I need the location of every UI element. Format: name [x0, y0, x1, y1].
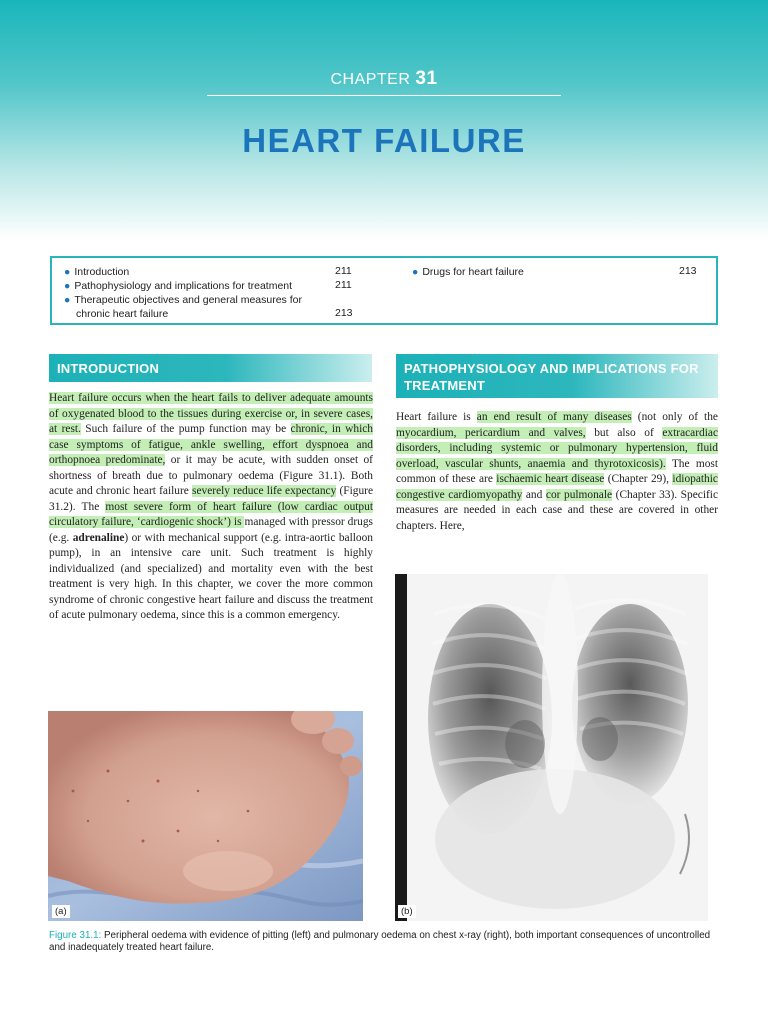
toc-page-number: 211	[335, 279, 352, 291]
figure-panel-b-chest-xray	[395, 574, 708, 921]
chapter-title: HEART FAILURE	[242, 122, 526, 159]
body-text: (Chapter 33). Specific measures are needed in each case and these are covered in other chapters. Here,	[396, 488, 718, 532]
highlighted-text: myocardium, pericardium and valves,	[396, 426, 586, 439]
body-text: managed with pressor drugs (e.g.	[49, 516, 373, 544]
section-heading-pathophysiology: PATHOPHYSIOLOGY AND IMPLICATIONS FOR TREATMENT	[396, 354, 718, 398]
highlighted-text: extracardiac disorders, including systemic or pulmonary hypertension, fluid overload, vascular shunts, anaemia and thyrotoxicosis).	[396, 426, 718, 470]
figure-caption-label: Figure 31.1:	[49, 930, 102, 941]
body-text: In this chapter, we cover the more common syndrome of chronic congestive heart failure and discuss the treatment of acute pulmonary oedema, since this is a common emergency.	[49, 578, 373, 621]
chapter-contents-box	[50, 256, 718, 325]
drug-name-bold: adrenaline	[72, 531, 125, 544]
bullet-icon: ●	[64, 280, 71, 292]
toc-item-label: Therapeutic objectives and general measures for	[74, 294, 302, 306]
highlighted-text: an end result of many diseases	[476, 411, 632, 423]
chapter-number: 31	[415, 68, 438, 89]
toc-item-label-continued: chronic heart failure	[76, 308, 169, 320]
body-text: or it may be acute, with sudden onset of shortness of breath due to pulmonary oedema (Figure 31.1). Both acute and chronic heart failure	[49, 454, 373, 497]
body-text: (not only of the	[631, 411, 718, 423]
chapter-word: CHAPTER	[330, 71, 411, 88]
highlighted-text: ischaemic heart disease	[496, 473, 605, 485]
highlighted-text: most severe form of heart failure (low cardiac output circulatory failure, ‘cardiogenic shock’) is	[49, 500, 373, 528]
pathophysiology-text	[396, 410, 718, 534]
toc-page-number: 213	[335, 307, 353, 319]
bullet-icon: ●	[412, 266, 419, 278]
toc-item-pathophysiology[interactable]	[64, 279, 292, 293]
figure-caption	[49, 930, 721, 954]
chapter-header-band	[0, 0, 768, 240]
body-text: (Chapter 29),	[604, 473, 673, 485]
body-text: Heart failure is	[396, 411, 477, 423]
chapter-label	[0, 68, 768, 90]
introduction-text	[49, 391, 373, 624]
highlighted-text: severely reduce life expectancy	[192, 485, 337, 497]
highlighted-text: cor pulmonale	[545, 488, 613, 501]
figure-caption-text: Peripheral oedema with evidence of pitting (left) and pulmonary oedema on chest x-ray (right), both important consequences of uncontrolled and inadequately treated heart failure.	[49, 930, 711, 953]
toc-page-number: 211	[335, 265, 352, 277]
chapter-rule	[207, 95, 561, 96]
toc-item-label: Drugs for heart failure	[422, 266, 524, 278]
figure-panel-a-foot-photo	[48, 711, 363, 921]
body-text: but also of	[585, 426, 663, 439]
panel-label-b: (b)	[398, 905, 416, 918]
body-text: (Figure 31.2). The	[49, 485, 373, 513]
toc-item-label: Pathophysiology and implications for treatment	[74, 280, 293, 292]
toc-item-label: Introduction	[74, 266, 130, 278]
toc-item-introduction[interactable]	[64, 265, 129, 279]
body-text: Such failure of the pump function may be	[80, 423, 291, 435]
toc-item-drugs[interactable]	[412, 265, 524, 279]
body-text: and	[522, 488, 546, 501]
bullet-icon: ●	[64, 294, 71, 306]
foot-oedema-photo	[48, 711, 363, 921]
toc-item-therapeutic-objectives[interactable]	[64, 293, 302, 321]
bullet-icon: ●	[64, 266, 71, 278]
section-heading-introduction: INTRODUCTION	[49, 354, 372, 382]
body-text: ) or with mechanical support (e.g. intra-aortic balloon pump), in an intensive care unit. Such treatment is highly individualized (and specialized) and mortality even with the best treatment is very high.	[49, 531, 374, 590]
highlighted-text: idiopathic congestive cardiomyopathy	[396, 473, 718, 501]
body-text: The most common of these are	[396, 457, 718, 485]
panel-label-a: (a)	[52, 905, 70, 918]
toc-page-number: 213	[679, 265, 697, 277]
highlighted-text: chronic, in which case symptoms of fatigue, ankle swelling, effort dyspnoea and orthopnoea predominate,	[49, 423, 373, 466]
highlighted-text: Heart failure occurs when the heart fails to deliver adequate amounts of oxygenated blood to the tissues during exercise or, in severe cases, at rest.	[49, 392, 373, 435]
chest-xray-image	[395, 574, 708, 921]
